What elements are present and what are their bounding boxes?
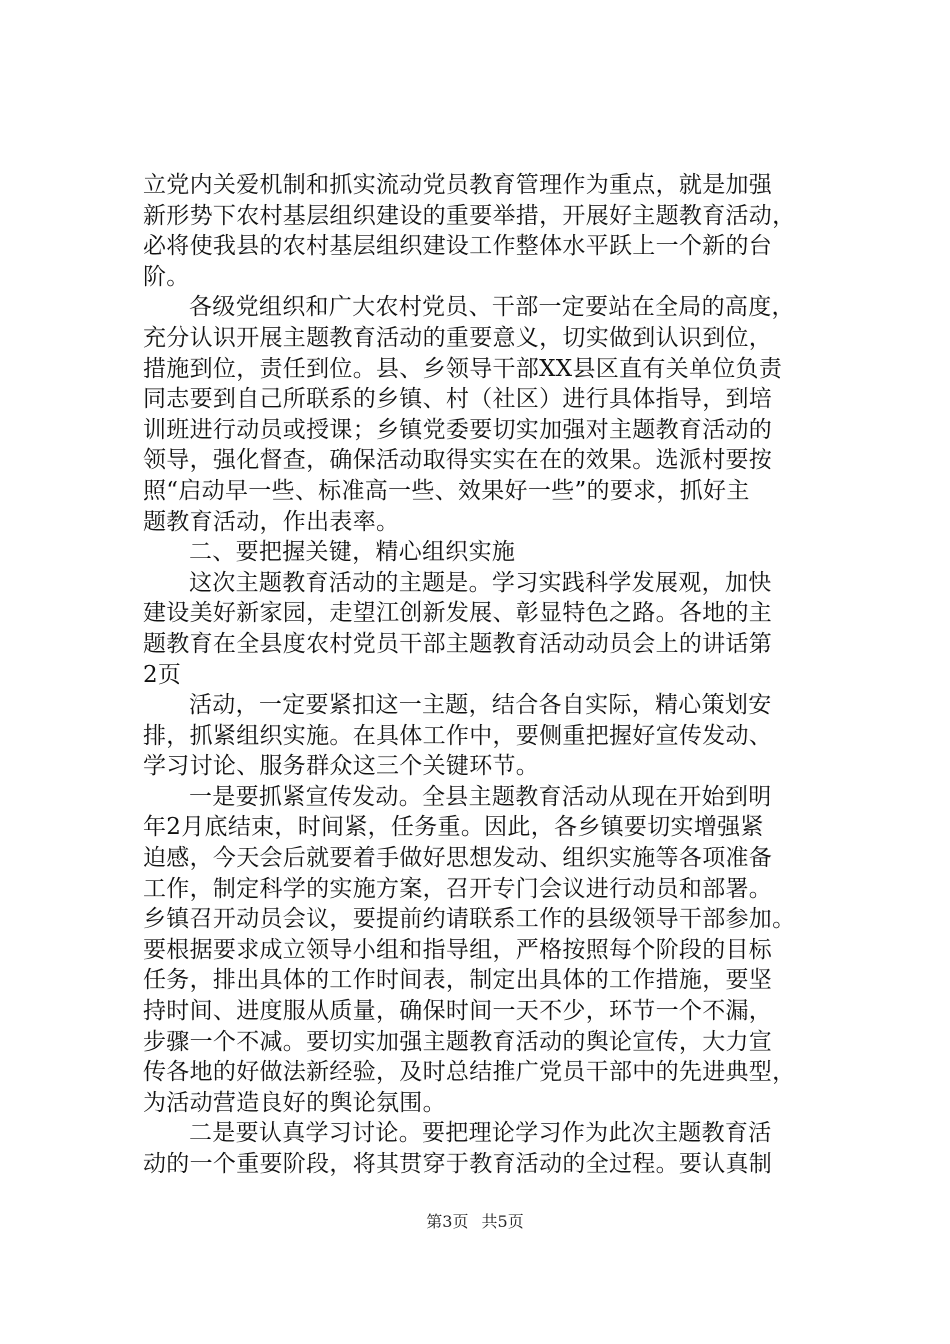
text-line: 迫感，今天会后就要着手做好思想发动、组织实施等各项准备: [143, 845, 773, 872]
text-line: 排，抓紧组织实施。在具体工作中，要侧重把握好宣传发动、: [143, 722, 773, 749]
page-number: 第3页: [426, 1212, 469, 1231]
document-body: [143, 170, 833, 1180]
text-line: 工作，制定科学的实施方案，召开专门会议进行动员和部署。: [143, 875, 773, 902]
text-line: 建设美好新家园，走望江创新发展、彰显特色之路。各地的主: [143, 600, 773, 627]
text-line: 措施到位，责任到位。县、乡领导干部XX县区直有关单位负责: [143, 355, 783, 382]
text-line: 题教育在全县度农村党员干部主题教育活动动员会上的讲话第: [143, 630, 773, 657]
text-line: 立党内关爱机制和抓实流动党员教育管理作为重点，就是加强: [143, 172, 773, 198]
text-line: 学习讨论、服务群众这三个关键环节。: [143, 753, 540, 780]
text-line: 训班进行动员或授课；乡镇党委要切实加强对主题教育活动的: [143, 416, 773, 443]
text-line: 照“启动早一些、标准高一些、效果好一些”的要求，抓好主: [143, 477, 750, 504]
text-line: 二、要把握关键，精心组织实施: [189, 539, 516, 566]
text-line: 同志要到自己所联系的乡镇、村（社区）进行具体指导，到培: [143, 386, 773, 413]
text-line: 要根据要求成立领导小组和指导组，严格按照每个阶段的目标: [143, 936, 773, 963]
page-footer: [0, 1212, 950, 1232]
text-line: 为活动营造良好的舆论氛围。: [143, 1089, 446, 1116]
text-line: 题教育活动，作出表率。: [143, 508, 400, 535]
text-line: 各级党组织和广大农村党员、干部一定要站在全局的高度，: [189, 294, 795, 321]
text-line: 传各地的好做法新经验，及时总结推广党员干部中的先进典型，: [143, 1059, 796, 1086]
text-line: 充分认识开展主题教育活动的重要意义，切实做到认识到位，: [143, 324, 773, 351]
text-line: 必将使我县的农村基层组织建设工作整体水平跃上一个新的台: [143, 233, 773, 260]
text-line: 乡镇召开动员会议，要提前约请联系工作的县级领导干部参加。: [143, 906, 796, 933]
text-line: 2页: [143, 661, 182, 688]
text-line: 活动，一定要紧扣这一主题，结合各自实际，精心策划安: [189, 692, 772, 719]
page-total: 共5页: [481, 1212, 524, 1231]
text-line: 领导，强化督查，确保活动取得实实在在的效果。选派村要按: [143, 447, 773, 474]
text-line: 阶。: [143, 263, 190, 290]
text-line: 步骤一个不减。要切实加强主题教育活动的舆论宣传，大力宣: [143, 1028, 773, 1055]
text-line: 任务，排出具体的工作时间表，制定出具体的工作措施，要坚: [143, 967, 773, 994]
text-line: 持时间、进度服从质量，确保时间一天不少，环节一个不漏，: [143, 998, 773, 1025]
text-line: 年2月底结束，时间紧，任务重。因此，各乡镇要切实增强紧: [143, 814, 764, 841]
text-line: 二是要认真学习讨论。要把理论学习作为此次主题教育活: [189, 1120, 772, 1147]
text-line: 这次主题教育活动的主题是。学习实践科学发展观，加快: [189, 569, 772, 596]
text-line: 新形势下农村基层组织建设的重要举措，开展好主题教育活动，: [143, 202, 796, 229]
text-line: 动的一个重要阶段，将其贯穿于教育活动的全过程。要认真制: [143, 1151, 773, 1177]
text-line: 一是要抓紧宣传发动。全县主题教育活动从现在开始到明: [189, 783, 772, 810]
